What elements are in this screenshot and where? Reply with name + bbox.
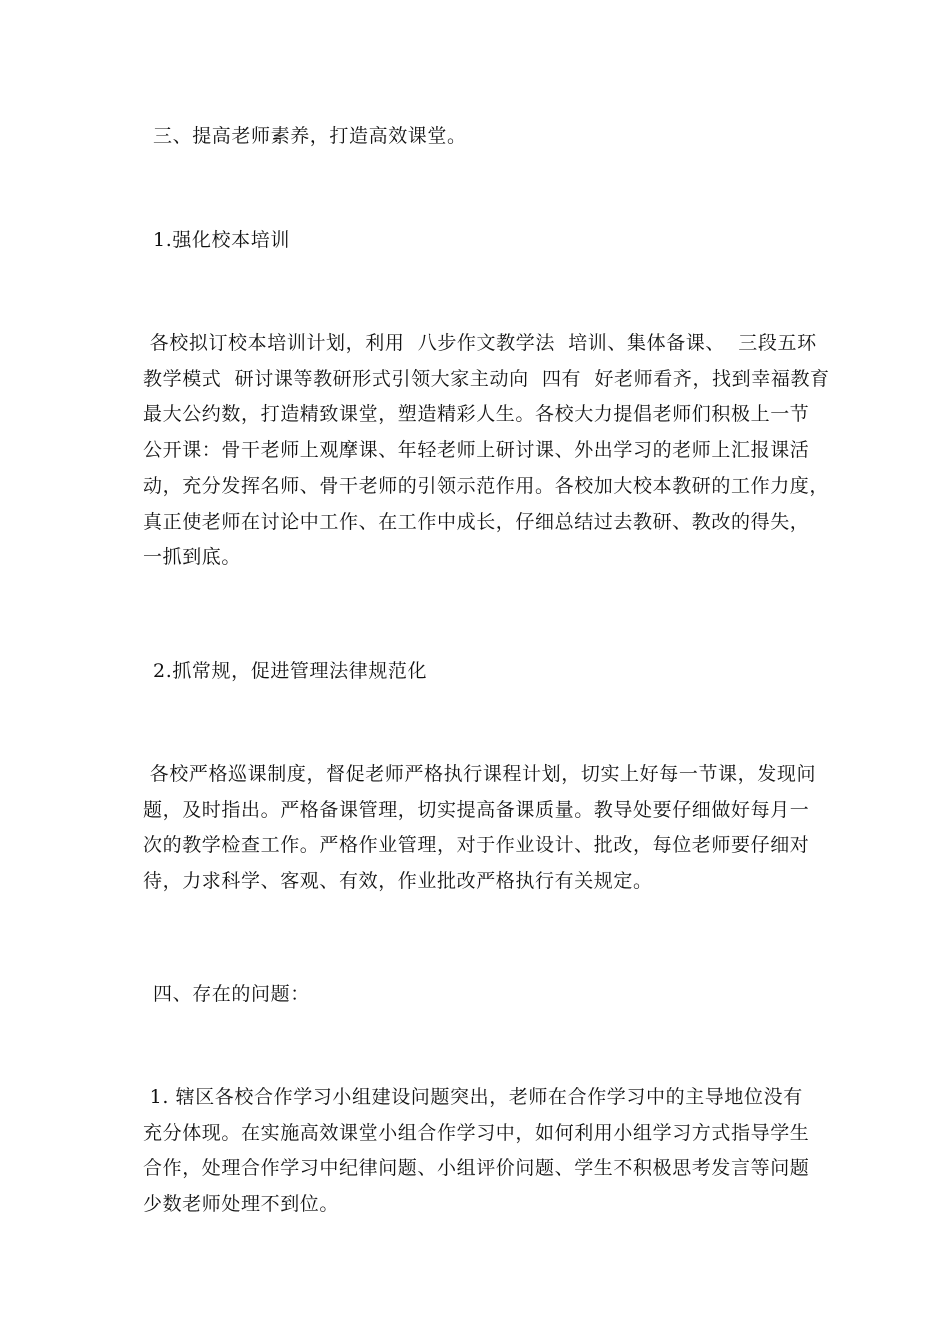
paragraph-line: 最大公约数，打造精致课堂，塑造精彩人生。各校大力提倡老师们积极上一节 <box>143 403 810 426</box>
section-3-heading: 三、提高老师素养，打造高效课堂。 <box>153 125 467 147</box>
paragraph-line: 各校拟订校本培训计划，利用 八步作文教学法 培训、集体备课、 三段五环 <box>143 332 817 354</box>
paragraph-line: 公开课：骨干老师上观摩课、年轻老师上研讨课、外出学习的老师上汇报课活 <box>143 439 810 462</box>
paragraph-line: 次的教学检查工作。严格作业管理，对于作业设计、批改，每位老师要仔细对 <box>143 834 810 857</box>
paragraph-line: 教学模式 研讨课等教研形式引领大家主动向 四有 好老师看齐，找到幸福教育 <box>143 367 830 390</box>
problem-1-paragraph <box>143 1080 813 1223</box>
paragraph-line: 动，充分发挥名师、骨干老师的引领示范作用。各校加大校本教研的工作力度， <box>143 474 830 497</box>
paragraph-line: 一抓到底。 <box>143 546 242 569</box>
paragraph-line: 1. 辖区各校合作学习小组建设问题突出，老师在合作学习中的主导地位没有 <box>143 1086 803 1108</box>
item-1-paragraph <box>143 326 830 576</box>
paragraph-line: 合作，处理合作学习中纪律问题、小组评价问题、学生不积极思考发言等问题 <box>143 1157 810 1180</box>
item-2-paragraph <box>143 757 817 900</box>
section-4-heading: 四、存在的问题： <box>153 983 310 1005</box>
paragraph-line: 少数老师处理不到位。 <box>143 1193 340 1216</box>
item-1-heading: 1.强化校本培训 <box>153 229 290 251</box>
item-2-heading: 2.抓常规，促进管理法律规范化 <box>153 660 428 682</box>
paragraph-line: 各校严格巡课制度，督促老师严格执行课程计划，切实上好每一节课，发现问 <box>143 763 817 785</box>
paragraph-line: 真正使老师在讨论中工作、在工作中成长，仔细总结过去教研、教改的得失， <box>143 510 810 533</box>
paragraph-line: 题，及时指出。严格备课管理，切实提高备课质量。教导处要仔细做好每月一 <box>143 798 810 821</box>
paragraph-line: 待，力求科学、客观、有效，作业批改严格执行有关规定。 <box>143 870 653 893</box>
paragraph-line: 充分体现。在实施高效课堂小组合作学习中，如何利用小组学习方式指导学生 <box>143 1121 810 1144</box>
